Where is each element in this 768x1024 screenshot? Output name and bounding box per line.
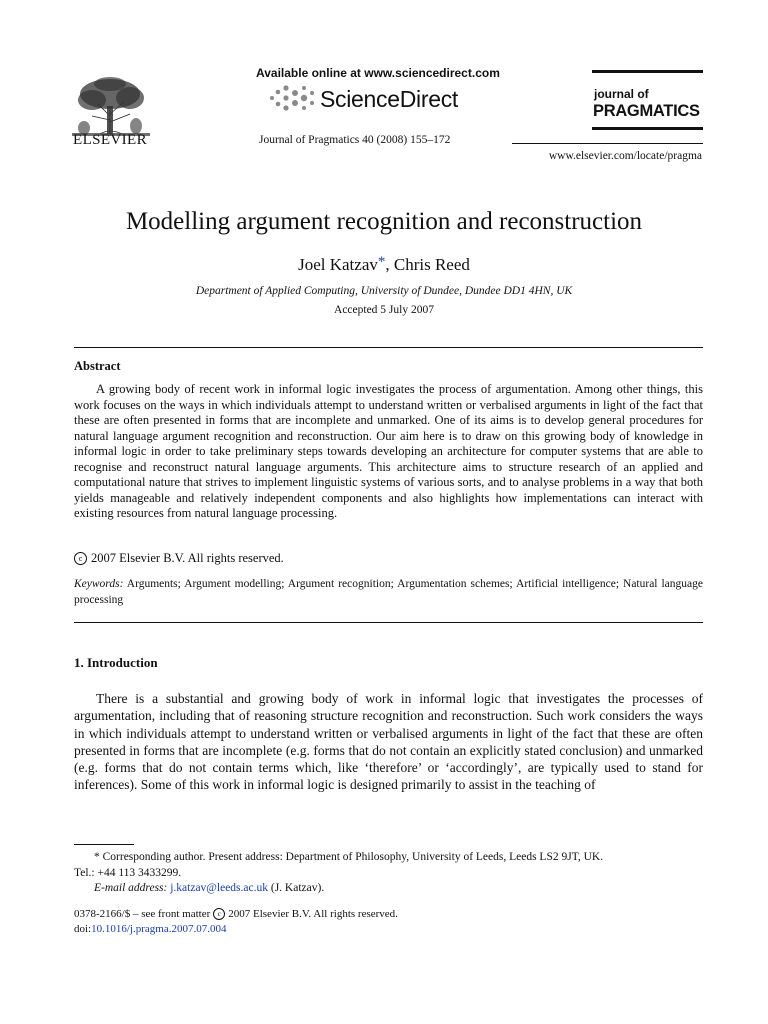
footnote-rule bbox=[74, 844, 134, 845]
abstract-paragraph: A growing body of recent work in informal logic investigates the process of argumentation. Among other things, this work focuses on the ways in which individuals attempt to understand written or verbalised arguments in light of the fact that these are often presented in forms that are incomplete and unmarked. One of its aims is to develop general procedures for natural language argument recognition and reconstruction. Our aim here is to draw on this growing body of knowledge in informal logic in order to take preliminary steps towards developing an architecture for computer systems that are able to recognise and reconstruct natural language arguments. This architecture aims to structure research of an applied and computational nature that strives to implement linguistic systems of various sorts, and to analyse problems in a way that both yields manageable and relatively independent components and also highlights how implementations can interact with existing resources from natural language processing. bbox=[74, 382, 703, 520]
header-divider bbox=[512, 143, 703, 144]
copyright-text: 2007 Elsevier B.V. All rights reserved. bbox=[91, 551, 284, 565]
abstract-heading: Abstract bbox=[74, 359, 121, 373]
introduction-body bbox=[74, 690, 703, 794]
front-matter bbox=[74, 907, 398, 937]
author-name: Joel Katzav bbox=[298, 255, 378, 274]
copyright-icon: c bbox=[74, 552, 87, 565]
author-name: Chris Reed bbox=[393, 255, 470, 274]
sciencedirect-wordmark: ScienceDirect bbox=[320, 86, 458, 112]
copyright-text: 2007 Elsevier B.V. All rights reserved. bbox=[228, 908, 398, 920]
available-online-text: Available online at www.sciencedirect.com bbox=[256, 66, 500, 80]
author-affiliation: Department of Applied Computing, University of Dundee, Dundee DD1 4HN, UK bbox=[195, 285, 573, 297]
footnote-marker: * bbox=[94, 851, 100, 863]
keywords bbox=[74, 576, 703, 608]
email-label: E-mail address: bbox=[94, 882, 168, 894]
corresponding-author-footnote bbox=[74, 850, 703, 897]
abstract-copyright bbox=[74, 551, 284, 566]
corresponding-author-link[interactable]: * bbox=[377, 254, 386, 270]
doi-label: doi: bbox=[74, 923, 92, 935]
email-suffix: (J. Katzav). bbox=[270, 882, 325, 894]
abstract-body bbox=[74, 382, 703, 522]
footnote-tel: Tel.: +44 113 3433299. bbox=[74, 866, 182, 879]
abstract-top-rule bbox=[74, 347, 703, 348]
footnote-email-line bbox=[74, 881, 703, 897]
issn-text: 0378-2166/$ – see front matter bbox=[74, 908, 211, 920]
doi-link[interactable]: 10.1016/j.pragma.2007.07.004 bbox=[91, 923, 227, 935]
keywords-label: Keywords: bbox=[74, 578, 124, 590]
author-separator: , bbox=[385, 255, 394, 274]
accepted-date: Accepted 5 July 2007 bbox=[334, 304, 434, 316]
journal-reference: Journal of Pragmatics 40 (2008) 155–172 bbox=[259, 134, 451, 146]
sciencedirect-dots-icon bbox=[266, 84, 316, 112]
section-heading-introduction: 1. Introduction bbox=[74, 655, 158, 670]
article-title: Modelling argument recognition and reconstruction bbox=[125, 208, 643, 235]
email-link[interactable]: j.katzav@leeds.ac.uk bbox=[170, 882, 268, 894]
journal-brand-rule-bottom bbox=[592, 127, 703, 130]
introduction-paragraph: There is a substantial and growing body of work in informal logic that investigates the processes of argumentation, including that of reasoning structure recognition and reconstruction. Such work considers the ways in which individuals attempt to understand written or verbalised arguments in light of the fact that these are often presented in forms that are incomplete (e.g. forms that do not contain an explicitly stated conclusion) and unmarked (e.g. forms that do not contain terms which, like ‘therefore’ or ‘accordingly’, are typically used to stand for inferences). Some of this work in informal logic is designed primarily to assist in the teaching of bbox=[74, 691, 703, 793]
footnote-text: Corresponding author. Present address: Department of Philosophy, University of Leeds, Leeds LS2 9JT, UK. bbox=[102, 851, 604, 863]
doi-line bbox=[74, 922, 398, 937]
journal-brand-title: PRAGMATICS bbox=[593, 102, 700, 120]
author-line bbox=[0, 254, 768, 275]
journal-brand-rule-top bbox=[592, 70, 703, 73]
footnote-line bbox=[74, 850, 703, 866]
abstract-bottom-rule bbox=[74, 622, 703, 623]
issn-line bbox=[74, 907, 398, 922]
journal-url-link[interactable]: www.elsevier.com/locate/pragma bbox=[548, 150, 702, 162]
journal-brand-small: journal of bbox=[594, 87, 649, 101]
keywords-list: Arguments; Argument modelling; Argument recognition; Argumentation schemes; Artificial intelligence; Natural language processing bbox=[74, 578, 703, 606]
publisher-name: ELSEVIER bbox=[73, 132, 148, 148]
copyright-icon: c bbox=[213, 908, 225, 920]
